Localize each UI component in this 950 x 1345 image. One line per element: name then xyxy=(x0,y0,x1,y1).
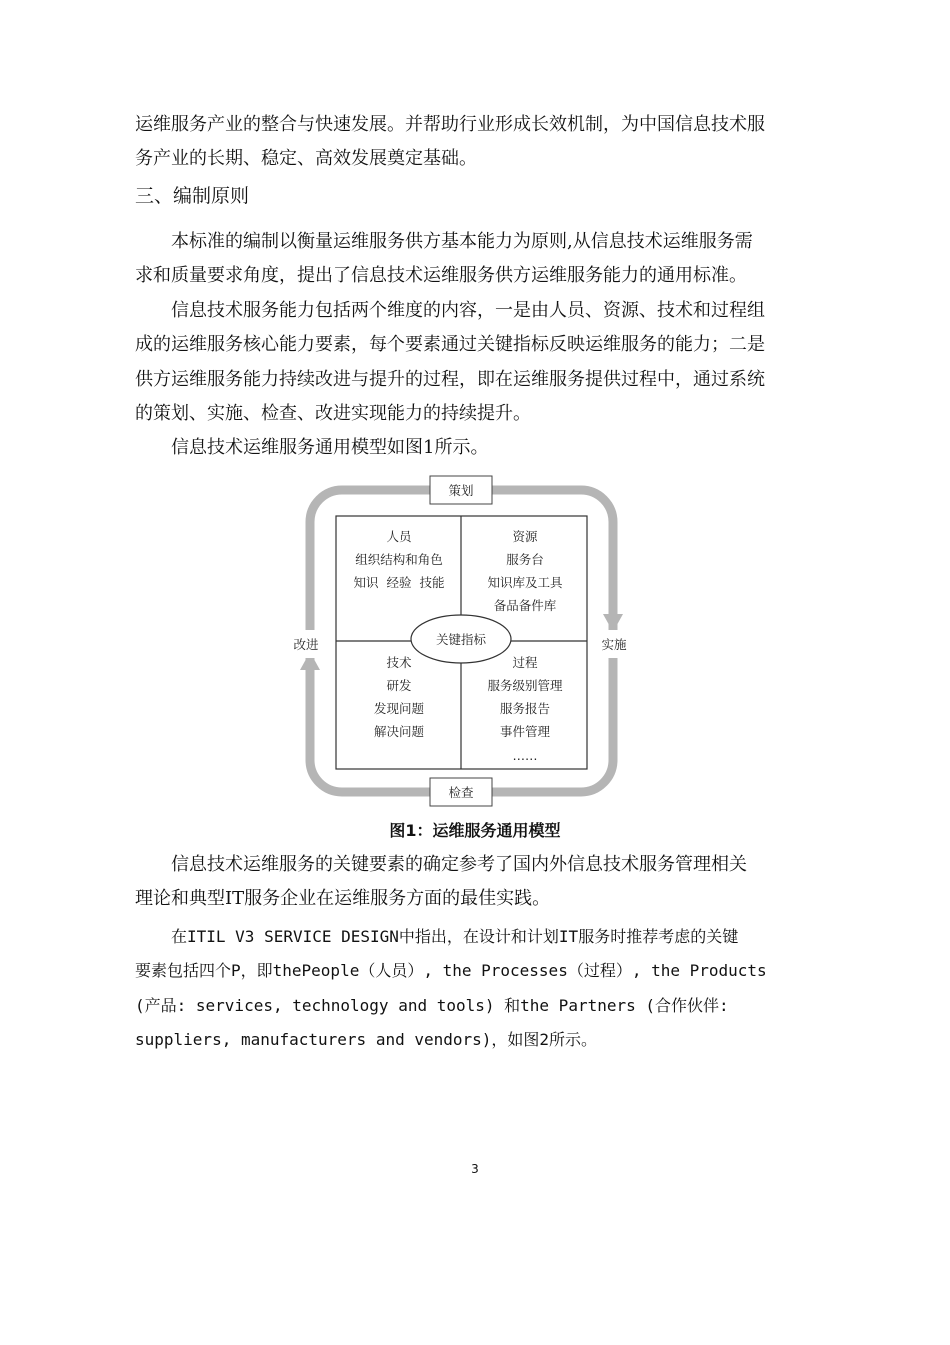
paragraph-line: 本标准的编制以衡量运维服务供方基本能力为原则,从信息技术运维服务需 xyxy=(171,231,753,252)
quadrant-people-title: 人员 xyxy=(386,529,412,544)
paragraph-line: 运维服务产业的整合与快速发展。并帮助行业形成长效机制，为中国信息技术服 xyxy=(135,114,765,135)
quadrant-people-item: 知识 经验 技能 xyxy=(353,575,445,590)
quadrant-tech-item: 发现问题 xyxy=(373,701,425,716)
paragraph-line: 理论和典型IT服务企业在运维服务方面的最佳实践。 xyxy=(135,888,551,909)
cycle-label-check: 检查 xyxy=(448,785,474,800)
quadrant-tech-title: 技术 xyxy=(386,655,412,670)
paragraph-line: 务产业的长期、稳定、高效发展奠定基础。 xyxy=(135,148,477,169)
quadrant-resource-item: 备品备件库 xyxy=(493,598,557,613)
paragraph-line: 求和质量要求角度，提出了信息技术运维服务供方运维服务能力的通用标准。 xyxy=(135,265,747,286)
cycle-label-plan: 策划 xyxy=(448,483,474,498)
section-heading: 三、编制原则 xyxy=(135,185,250,207)
cycle-label-do: 实施 xyxy=(601,637,627,652)
quadrant-resource-item: 服务台 xyxy=(506,552,544,567)
page-number: 3 xyxy=(471,1162,479,1176)
quadrant-people-item: 组织结构和角色 xyxy=(355,552,443,567)
quadrant-tech-item: 解决问题 xyxy=(373,724,425,739)
paragraph-line: 信息技术运维服务通用模型如图1所示。 xyxy=(171,437,489,458)
arrow-down-head xyxy=(603,614,623,632)
cycle-label-act: 改进 xyxy=(293,637,319,652)
key-indicator-label: 关键指标 xyxy=(435,632,487,647)
paragraph-line: (产品: services, technology and tools) 和the Partners (合作伙伴: xyxy=(135,996,729,1015)
paragraph-line: 信息技术服务能力包括两个维度的内容，一是由人员、资源、技术和过程组 xyxy=(171,300,765,321)
paragraph-line: 供方运维服务能力持续改进与提升的过程，即在运维服务提供过程中，通过系统 xyxy=(135,369,765,390)
paragraph-line: suppliers, manufacturers and vendors)，如图2所示。 xyxy=(135,1030,598,1049)
figure-caption: 图1：运维服务通用模型 xyxy=(389,821,561,840)
quadrant-resource-title: 资源 xyxy=(512,529,538,544)
paragraph-line: 要素包括四个P，即thePeople（人员）, the Processes（过程）, the Products xyxy=(135,961,767,980)
paragraph-line: 在ITIL V3 SERVICE DESIGN中指出，在设计和计划IT服务时推荐考虑的关键 xyxy=(171,927,739,946)
quadrant-process-item: 服务级别管理 xyxy=(487,678,563,693)
quadrant-process-item: …… xyxy=(512,748,538,763)
quadrant-process-item: 服务报告 xyxy=(499,701,551,716)
quadrant-resource-item: 知识库及工具 xyxy=(487,575,563,590)
paragraph-line: 成的运维服务核心能力要素，每个要素通过关键指标反映运维服务的能力；二是 xyxy=(135,334,765,355)
quadrant-tech-item: 研发 xyxy=(386,678,412,693)
quadrant-process-item: 事件管理 xyxy=(499,724,551,739)
paragraph-line: 的策划、实施、检查、改进实现能力的持续提升。 xyxy=(135,403,531,424)
paragraph-line: 信息技术运维服务的关键要素的确定参考了国内外信息技术服务管理相关 xyxy=(171,854,747,875)
quadrant-process-title: 过程 xyxy=(512,655,538,670)
